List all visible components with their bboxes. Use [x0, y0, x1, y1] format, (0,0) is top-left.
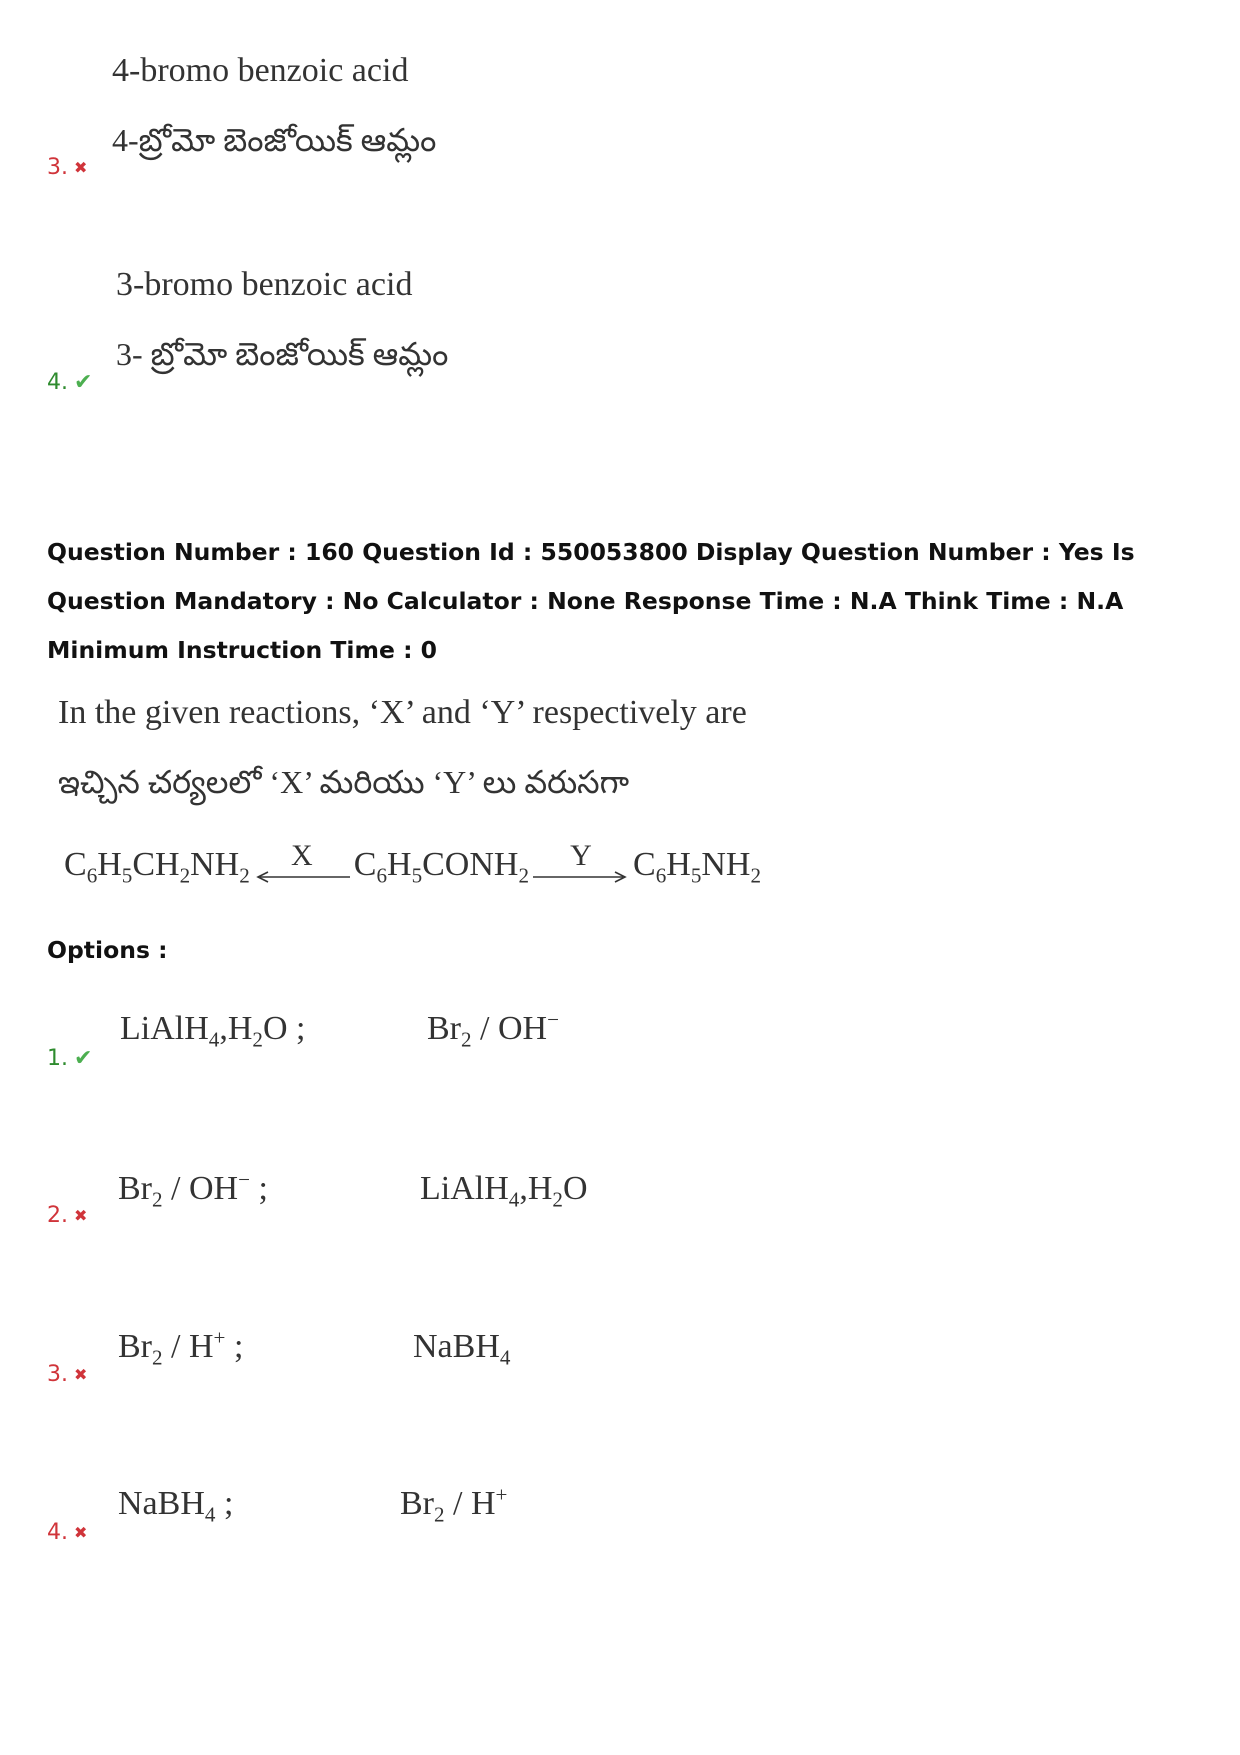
left-arrow-icon [254, 870, 350, 884]
check-icon: ✔ [74, 370, 93, 395]
option-4-x: NaBH$_4$ ; [118, 1485, 234, 1527]
cross-icon: ✖ [74, 1365, 88, 1384]
option-2-x: $Br_2 / OH^-$ ; [118, 1167, 268, 1212]
option-number: 3. [47, 155, 68, 180]
option-number: 2. [47, 1203, 68, 1228]
arrow-right-label: Y [570, 839, 592, 872]
option-4-number[interactable] [47, 1520, 87, 1545]
option-3-x: $Br_2 / H^+$ ; [118, 1325, 244, 1370]
right-arrow-icon [533, 870, 629, 884]
option-3-y: NaBH$_4$ [413, 1328, 511, 1370]
check-icon: ✔ [74, 1046, 93, 1071]
option-1-x: $LiAlH_4,H_2O$ ; [120, 1010, 306, 1052]
cross-icon: ✖ [74, 158, 88, 177]
options-label: Options : [47, 936, 168, 964]
option-number: 4. [47, 1520, 68, 1545]
cross-icon: ✖ [74, 1206, 88, 1225]
prev-option-4-te: 3- బ్రోమో బెంజోయిక్ ఆమ్లం [116, 336, 449, 372]
option-number: 3. [47, 1362, 68, 1387]
option-4-y: $Br_2 / H^+$ [400, 1482, 508, 1527]
reaction-middle: $C_6H_5CONH_2$ [353, 846, 530, 888]
prev-option-4-en: 3-bromo benzoic acid [116, 266, 413, 303]
reaction-scheme [64, 839, 762, 888]
arrow-right [533, 839, 629, 884]
question-text-en: In the given reactions, ‘X’ and ‘Y’ respectively are [58, 694, 747, 731]
option-number: 4. [47, 370, 68, 395]
prev-option-3-en: 4-bromo benzoic acid [112, 52, 409, 89]
option-2-y: $LiAlH_4,H_2O$ [420, 1170, 588, 1212]
question-text-te: ఇచ్చిన చర్యలలో ‘X’ మరియు ‘Y’ లు వరుసగా [58, 764, 630, 800]
product-right: $C_6H_5NH_2$ [633, 846, 762, 888]
prev-option-4-number [47, 370, 92, 395]
option-3-number[interactable] [47, 1362, 87, 1387]
arrow-left [254, 839, 350, 884]
reactant-left: $C_6H_5CH_2NH_2$ [64, 846, 250, 888]
option-1-number[interactable] [47, 1046, 92, 1071]
cross-icon: ✖ [74, 1523, 88, 1542]
prev-option-3-number [47, 155, 87, 180]
prev-option-3-te: 4-బ్రోమో బెంజోయిక్ ఆమ్లం [112, 122, 437, 158]
option-1-y: $Br_2 / OH^-$ [427, 1007, 559, 1052]
option-number: 1. [47, 1046, 68, 1071]
arrow-left-label: X [290, 839, 313, 872]
question-meta: Question Number : 160 Question Id : 550053800 Display Question Number : Yes Is Question Mandatory : No Calculator : None Response Time : N.A Think Time : N.A Minimum Instruction Time : 0 [47, 538, 1135, 664]
option-2-number[interactable] [47, 1203, 87, 1228]
